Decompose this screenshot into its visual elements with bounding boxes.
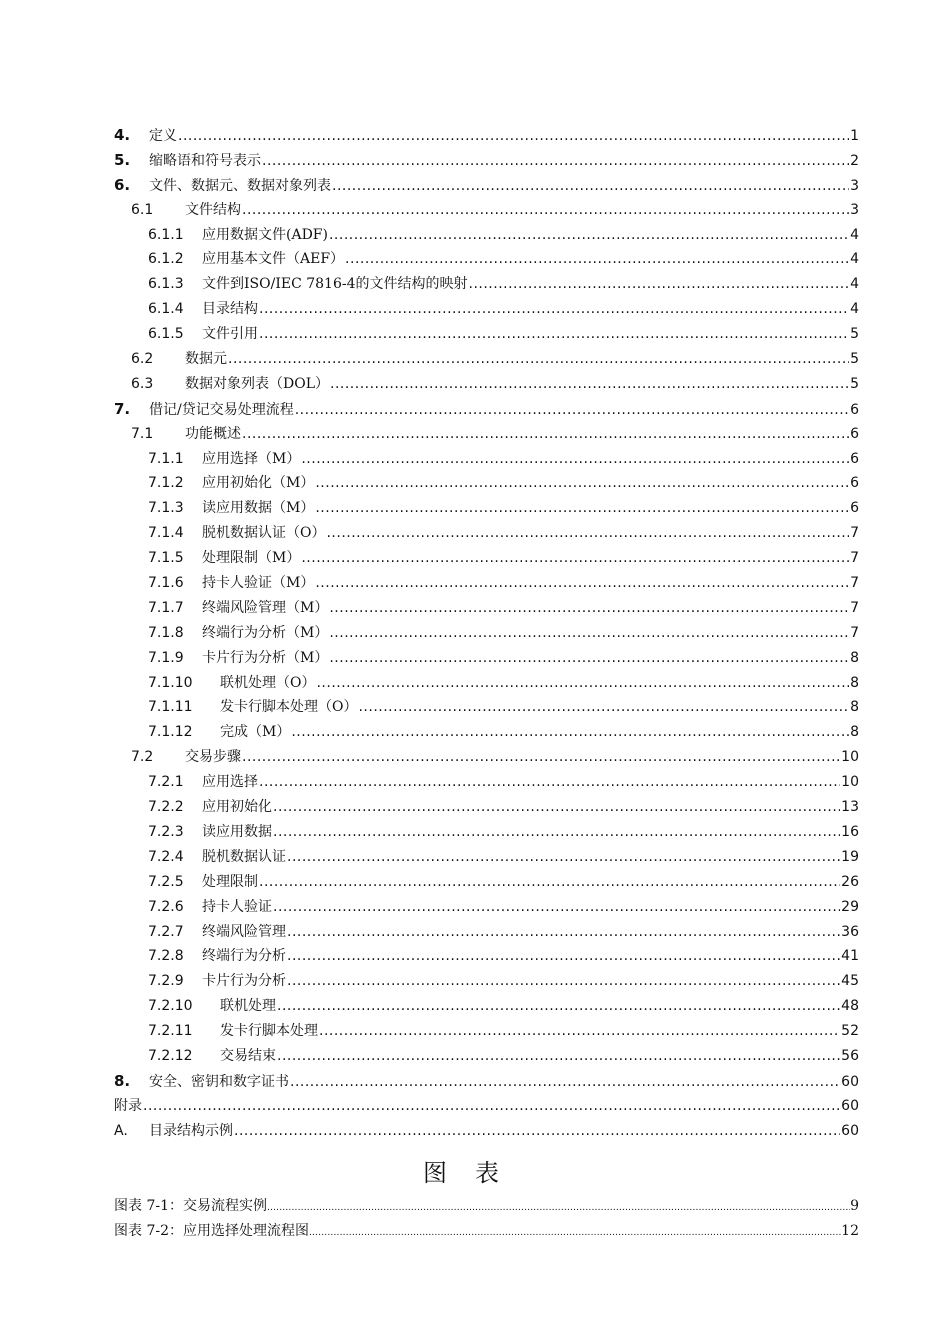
toc-leader-dots	[273, 895, 840, 920]
toc-leader-dots	[143, 1094, 840, 1119]
toc-entry-number: 6.1.2	[148, 251, 184, 268]
toc-entry[interactable]	[0, 969, 950, 994]
toc-entry-title: 交易结束	[220, 1047, 276, 1064]
toc-entry-title: 卡片行为分析	[202, 973, 286, 990]
toc-entry-number: A.	[114, 1122, 128, 1139]
toc-entry-number: 4.	[114, 126, 131, 144]
toc-entry-number: 6.1.3	[148, 276, 184, 293]
toc-entry-number: 7.1.9	[148, 649, 184, 666]
toc-entry-page: 8	[850, 649, 859, 666]
figures-heading: 图表	[423, 1159, 527, 1187]
toc-entry[interactable]	[0, 546, 950, 571]
toc-entry-number: 7.1.2	[148, 475, 184, 492]
toc-entry-page: 4	[850, 301, 859, 318]
toc-entry-page: 7	[850, 599, 859, 616]
toc-leader-dots	[242, 745, 840, 770]
toc-entry-number: 6.1.5	[148, 326, 184, 343]
toc-entry-number: 6.1.4	[148, 301, 184, 318]
toc-leader-dots	[234, 1119, 840, 1144]
toc-entry[interactable]	[0, 845, 950, 870]
figure-leader-dots	[267, 1196, 850, 1221]
toc-entry-title: 文件引用	[202, 326, 258, 343]
toc-leader-dots	[242, 198, 849, 223]
toc-leader-dots	[242, 422, 849, 447]
toc-entry[interactable]	[0, 1094, 950, 1119]
figure-entry-label: 图表 7-1：交易流程实例	[114, 1198, 267, 1214]
toc-entry[interactable]	[0, 272, 950, 297]
toc-leader-dots	[316, 671, 849, 696]
toc-leader-dots	[277, 1044, 840, 1069]
toc-entry-title: 功能概述	[185, 425, 241, 442]
toc-entry-page: 4	[850, 251, 859, 268]
toc-leader-dots	[326, 521, 849, 546]
toc-entry-number: 7.2.11	[148, 1023, 193, 1040]
toc-entry-number: 7.1	[131, 425, 154, 442]
list-of-figures	[114, 1194, 859, 1244]
toc-entry-page: 3	[850, 177, 859, 194]
toc-entry-page: 10	[841, 774, 859, 791]
toc-entry-title: 处理限制	[202, 873, 258, 890]
toc-entry[interactable]	[0, 571, 950, 596]
toc-entry[interactable]	[0, 1119, 950, 1144]
toc-entry-number: 7.1.5	[148, 550, 184, 567]
toc-entry-page: 7	[850, 550, 859, 567]
toc-entry[interactable]	[0, 1069, 950, 1094]
toc-entry-page: 8	[850, 699, 859, 716]
toc-entry-title: 联机处理	[220, 998, 276, 1015]
toc-entry-page: 8	[850, 724, 859, 741]
toc-leader-dots	[273, 795, 840, 820]
toc-entry[interactable]	[0, 720, 950, 745]
toc-entry-number: 7.1.8	[148, 624, 184, 641]
toc-entry-page: 3	[850, 201, 859, 218]
toc-entry-number: 6.2	[131, 351, 154, 368]
toc-entry-title: 卡片行为分析（M）	[202, 649, 329, 666]
toc-entry-page: 41	[841, 948, 859, 965]
toc-entry[interactable]	[0, 148, 950, 173]
toc-entry-title: 文件到ISO/IEC 7816-4的文件结构的映射	[202, 276, 468, 293]
toc-entry-number: 5.	[114, 150, 131, 169]
toc-leader-dots	[345, 247, 849, 272]
toc-entry-page: 5	[850, 351, 859, 368]
toc-leader-dots	[259, 770, 840, 795]
toc-entry-page: 19	[841, 848, 859, 865]
toc-leader-dots	[301, 546, 849, 571]
toc-leader-dots	[330, 372, 849, 397]
toc-entry-page: 48	[841, 998, 859, 1015]
toc-entry-page: 13	[841, 799, 859, 816]
toc-entry-title: 文件结构	[185, 201, 241, 218]
toc-entry[interactable]	[0, 671, 950, 696]
toc-entry-page: 5	[850, 326, 859, 343]
figure-entry-page: 12	[841, 1223, 859, 1239]
toc-entry[interactable]	[0, 247, 950, 272]
toc-entry-page: 7	[850, 624, 859, 641]
toc-leader-dots	[259, 322, 849, 347]
toc-leader-dots	[315, 471, 849, 496]
toc-entry-page: 4	[850, 226, 859, 243]
toc-entry-title: 读应用数据	[202, 823, 272, 840]
toc-entry-number: 7.1.1	[148, 450, 184, 467]
toc-entry-number: 7.1.11	[148, 699, 193, 716]
toc-entry[interactable]	[0, 447, 950, 472]
toc-leader-dots	[277, 994, 840, 1019]
toc-entry-title: 安全、密钥和数字证书	[149, 1073, 289, 1090]
toc-entry[interactable]	[0, 596, 950, 621]
toc-entry-title: 脱机数据认证	[202, 848, 286, 865]
toc-entry-page: 6	[850, 425, 859, 442]
toc-entry[interactable]	[0, 496, 950, 521]
toc-entry-page: 52	[841, 1023, 859, 1040]
toc-entry-page: 6	[850, 500, 859, 517]
toc-entry-title: 交易步骤	[185, 749, 241, 766]
toc-entry-title: 持卡人验证（M）	[202, 575, 315, 592]
toc-entry-number: 6.1	[131, 201, 154, 218]
toc-entry-page: 60	[841, 1122, 859, 1139]
toc-entry[interactable]	[0, 994, 950, 1019]
toc-entry[interactable]	[0, 521, 950, 546]
toc-entry[interactable]	[0, 820, 950, 845]
toc-leader-dots	[291, 720, 849, 745]
toc-entry-number: 7.2.7	[148, 923, 184, 940]
toc-entry-number: 6.	[114, 175, 131, 194]
toc-leader-dots	[358, 695, 849, 720]
toc-entry-page: 2	[850, 152, 859, 169]
toc-entry-title: 应用初始化	[202, 799, 272, 816]
toc-leader-dots	[287, 845, 840, 870]
toc-entry-number: 7.2.12	[148, 1047, 193, 1064]
toc-entry-number: 7.2.2	[148, 799, 184, 816]
figure-entry-page: 9	[850, 1198, 859, 1214]
toc-leader-dots	[290, 1070, 840, 1095]
toc-entry-title: 应用选择	[202, 774, 258, 791]
toc-entry[interactable]	[0, 123, 950, 148]
toc-entry-page: 16	[841, 823, 859, 840]
toc-entry[interactable]	[0, 944, 950, 969]
toc-entry-title: 应用初始化（M）	[202, 475, 315, 492]
toc-entry-number: 7.1.3	[148, 500, 184, 517]
toc-entry-title: 附录	[114, 1097, 142, 1114]
toc-leader-dots	[287, 944, 840, 969]
toc-entry-title: 目录结构	[202, 301, 258, 318]
toc-entry-page: 36	[841, 923, 859, 940]
toc-entry-title: 应用数据文件(ADF)	[202, 226, 328, 243]
toc-entry-number: 7.1.6	[148, 575, 184, 592]
toc-entry-title: 数据对象列表（DOL）	[185, 375, 329, 392]
toc-leader-dots	[295, 398, 849, 423]
toc-entry-page: 1	[850, 128, 859, 144]
toc-entry-number: 7.2	[131, 749, 154, 766]
toc-entry-number: 7.2.5	[148, 873, 184, 890]
toc-entry-page: 10	[841, 749, 859, 766]
toc-entry-number: 6.1.1	[148, 226, 184, 243]
toc-entry-page: 60	[841, 1097, 859, 1114]
toc-entry-page: 8	[850, 674, 859, 691]
toc-entry-page: 56	[841, 1047, 859, 1064]
toc-leader-dots	[315, 496, 849, 521]
toc-entry-number: 7.1.4	[148, 525, 184, 542]
toc-entry[interactable]	[0, 795, 950, 820]
toc-leader-dots	[329, 596, 849, 621]
toc-entry[interactable]	[0, 223, 950, 248]
toc-entry[interactable]	[0, 173, 950, 198]
toc-entry-title: 读应用数据（M）	[202, 500, 315, 517]
toc-entry-page: 6	[850, 401, 859, 418]
toc-entry-title: 文件、数据元、数据对象列表	[149, 177, 331, 194]
toc-leader-dots	[228, 347, 849, 372]
toc-entry-page: 29	[841, 898, 859, 915]
toc-entry-title: 联机处理（O）	[220, 674, 316, 691]
toc-entry[interactable]	[0, 621, 950, 646]
toc-entry-title: 定义	[149, 128, 177, 144]
toc-leader-dots	[329, 223, 849, 248]
toc-entry-title: 终端风险管理	[202, 923, 286, 940]
toc-leader-dots	[301, 447, 849, 472]
toc-entry-number: 7.1.7	[148, 599, 184, 616]
toc-entry-title: 应用选择（M）	[202, 450, 301, 467]
figure-leader-dots	[309, 1221, 841, 1246]
toc-leader-dots	[287, 969, 840, 994]
toc-entry-number: 7.2.10	[148, 998, 193, 1015]
toc-entry[interactable]	[0, 646, 950, 671]
toc-entry[interactable]	[0, 1044, 950, 1069]
toc-entry-number: 7.2.6	[148, 898, 184, 915]
toc-entry[interactable]	[0, 297, 950, 322]
toc-entry-number: 7.1.10	[148, 674, 193, 691]
toc-entry-number: 8.	[114, 1071, 131, 1090]
toc-entry-title: 终端行为分析（M）	[202, 624, 329, 641]
toc-leader-dots	[262, 149, 849, 174]
toc-entry-number: 7.2.9	[148, 973, 184, 990]
toc-entry[interactable]	[0, 198, 950, 223]
toc-entry-number: 7.2.8	[148, 948, 184, 965]
toc-entry-number: 7.2.4	[148, 848, 184, 865]
toc-entry-page: 7	[850, 575, 859, 592]
toc-entry[interactable]	[0, 745, 950, 770]
toc-entry[interactable]	[0, 347, 950, 372]
toc-leader-dots	[259, 297, 849, 322]
toc-entry-number: 7.1.12	[148, 724, 193, 741]
toc-entry-title: 处理限制（M）	[202, 550, 301, 567]
toc-entry-page: 60	[841, 1073, 859, 1090]
toc-entry[interactable]	[0, 870, 950, 895]
toc-leader-dots	[469, 272, 850, 297]
toc-entry-title: 借记/贷记交易处理流程	[149, 401, 294, 418]
toc-entry-title: 缩略语和符号表示	[149, 152, 261, 169]
toc-entry-number: 7.	[114, 399, 131, 418]
toc-entry-page: 6	[850, 475, 859, 492]
toc-leader-dots	[332, 174, 849, 199]
toc-entry[interactable]	[0, 770, 950, 795]
toc-entry[interactable]	[0, 422, 950, 447]
toc-entry-title: 终端风险管理（M）	[202, 599, 329, 616]
toc-entry[interactable]	[0, 322, 950, 347]
toc-entry-title: 目录结构示例	[149, 1122, 233, 1139]
toc-entry-page: 6	[850, 450, 859, 467]
toc-leader-dots	[273, 820, 840, 845]
toc-entry-page: 5	[850, 375, 859, 392]
toc-entry-title: 发卡行脚本处理	[220, 1023, 318, 1040]
toc-entry-number: 7.2.1	[148, 774, 184, 791]
toc-entry-title: 持卡人验证	[202, 898, 272, 915]
toc-entry[interactable]	[0, 695, 950, 720]
table-of-contents	[0, 123, 950, 1144]
toc-entry-title: 应用基本文件（AEF）	[202, 251, 345, 268]
toc-entry-title: 终端行为分析	[202, 948, 286, 965]
toc-leader-dots	[319, 1019, 840, 1044]
toc-entry-page: 45	[841, 973, 859, 990]
toc-entry-title: 数据元	[185, 351, 227, 368]
toc-leader-dots	[329, 621, 849, 646]
toc-leader-dots	[178, 124, 849, 149]
toc-entry[interactable]	[0, 471, 950, 496]
toc-entry-page: 4	[850, 276, 859, 293]
toc-entry-title: 完成（M）	[220, 724, 291, 741]
toc-entry[interactable]	[0, 1019, 950, 1044]
toc-entry-number: 6.3	[131, 375, 154, 392]
toc-entry-page: 26	[841, 873, 859, 890]
toc-entry-title: 发卡行脚本处理（O）	[220, 699, 358, 716]
toc-entry[interactable]	[0, 920, 950, 945]
toc-entry-title: 脱机数据认证（O）	[202, 525, 326, 542]
toc-leader-dots	[315, 571, 849, 596]
toc-leader-dots	[329, 646, 849, 671]
toc-entry[interactable]	[0, 372, 950, 397]
toc-entry-number: 7.2.3	[148, 823, 184, 840]
toc-entry[interactable]	[0, 895, 950, 920]
figure-entry[interactable]	[114, 1194, 859, 1219]
toc-entry-page: 7	[850, 525, 859, 542]
figure-entry-label: 图表 7-2：应用选择处理流程图	[114, 1223, 309, 1239]
toc-leader-dots	[259, 870, 840, 895]
toc-leader-dots	[287, 920, 840, 945]
toc-entry[interactable]	[0, 397, 950, 422]
figure-entry[interactable]	[114, 1219, 859, 1244]
